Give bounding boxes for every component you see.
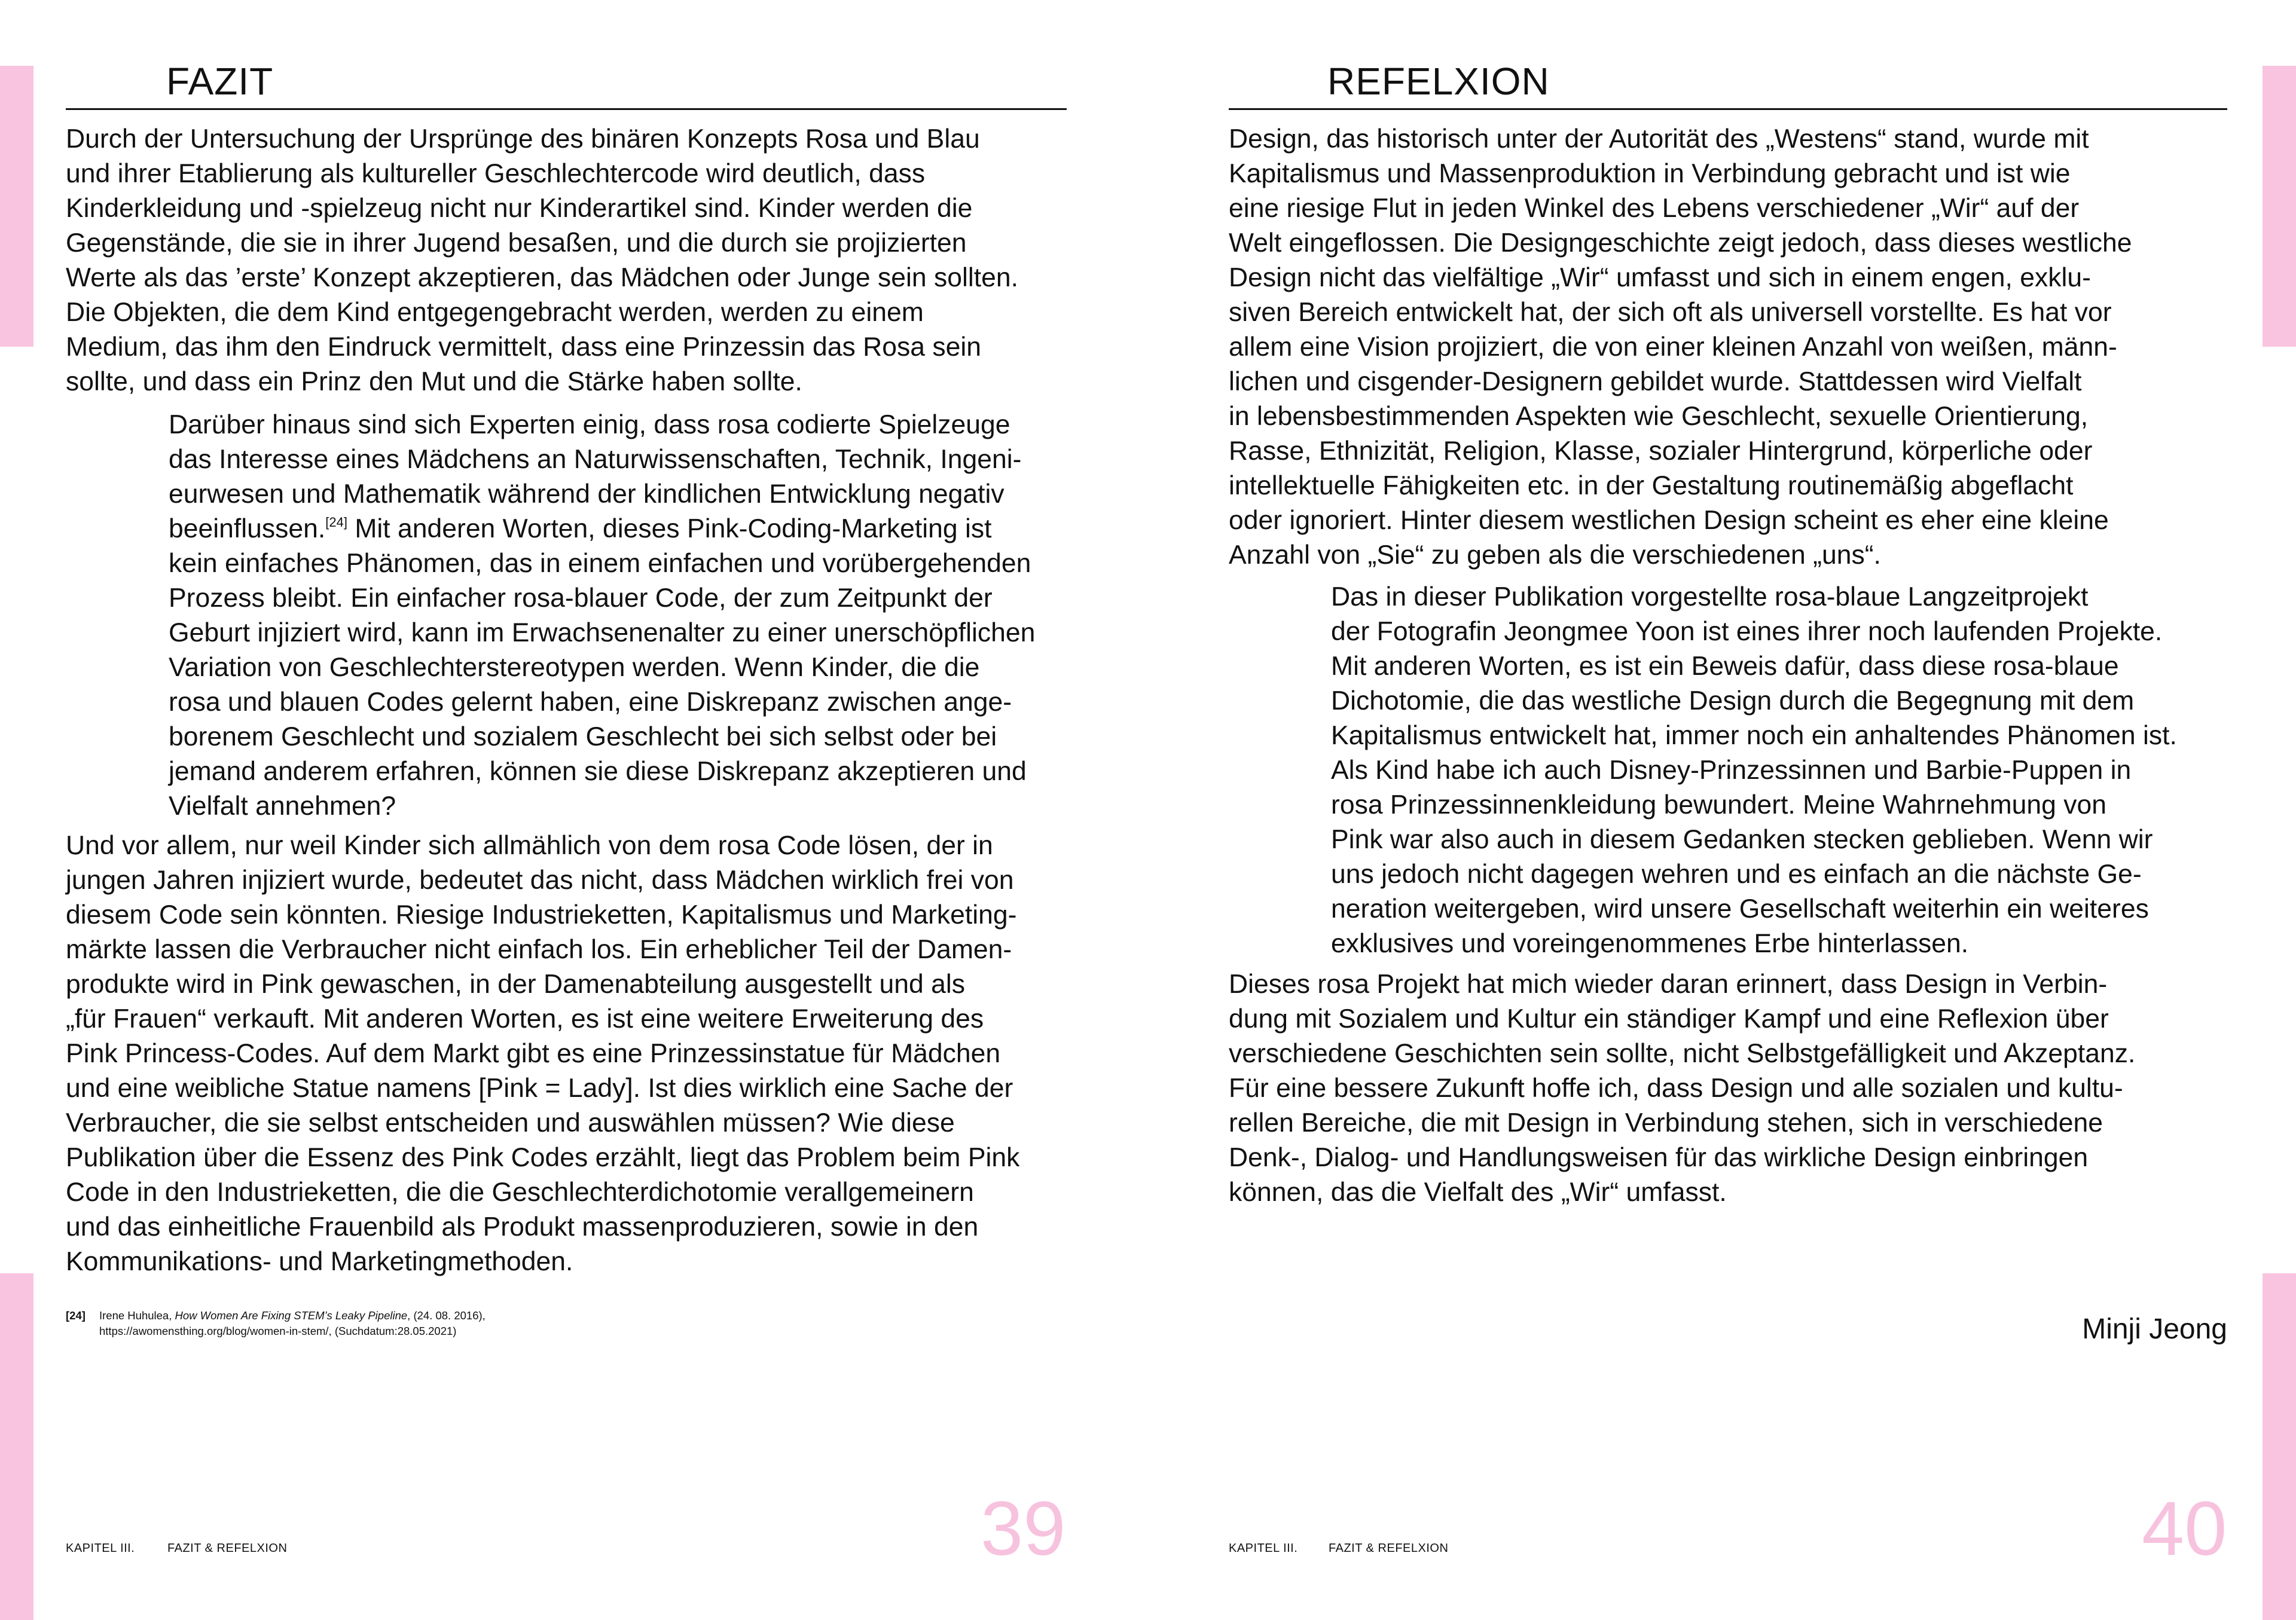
text-line: Pink Princess-Codes. Auf dem Markt gibt es eine Prinzessinstatue für Mädchen xyxy=(66,1039,1001,1068)
author-signature: Minji Jeong xyxy=(2082,1313,2227,1345)
text-line: sollte, und dass ein Prinz den Mut und die Stärke haben sollte. xyxy=(66,367,802,396)
text-line: Dieses rosa Projekt hat mich wieder daran erinnert, dass Design in Verbin- xyxy=(1229,970,2108,999)
text-line: eurwesen und Mathematik während der kindlichen Entwicklung negativ xyxy=(169,479,1004,509)
text-line: und ihrer Etablierung als kultureller Geschlechtercode wird deutlich, dass xyxy=(66,159,926,188)
text-line: exklusives und voreingenommenes Erbe hinterlassen. xyxy=(1331,929,1969,958)
text-line: Darüber hinaus sind sich Experten einig, dass rosa codierte Spielzeuge xyxy=(169,410,1010,439)
page-title-reflexion: REFELXION xyxy=(1327,60,1550,103)
text-line: Prozess bleibt. Ein einfacher rosa-blauer Code, der zum Zeitpunkt der xyxy=(169,583,993,613)
text-line: Dichotomie, die das westliche Design durch die Begegnung mit dem xyxy=(1331,686,2135,716)
footnote-date: , (24. 08. 2016), xyxy=(407,1309,486,1322)
text-line: Werte als das ’erste’ Konzept akzeptieren, das Mädchen oder Junge sein sollten. xyxy=(66,263,1019,292)
text-line: der Fotografin Jeongmee Yoon ist eines ihrer noch laufenden Projekte. xyxy=(1331,617,2163,646)
text-line: märkte lassen die Verbraucher nicht einfach los. Ein erheblicher Teil der Damen- xyxy=(66,935,1012,964)
text-line: eine riesige Flut in jeden Winkel des Lebens verschiedener „Wir“ auf der xyxy=(1229,194,2080,223)
text-line: Rasse, Ethnizität, Religion, Klasse, sozialer Hintergrund, körperliche oder xyxy=(1229,436,2093,466)
text-line: produkte wird in Pink gewaschen, in der Damenabteilung ausgestellt und als xyxy=(66,970,966,999)
text-line: Das in dieser Publikation vorgestellte rosa-blaue Langzeitprojekt xyxy=(1331,582,2089,612)
text-line: Kapitalismus und Massenproduktion in Verbindung gebracht und ist wie xyxy=(1229,159,2071,188)
text-line: allem eine Vision projiziert, die von einer kleinen Anzahl von weißen, männ- xyxy=(1229,332,2117,362)
text-line: Medium, das ihm den Eindruck vermittelt, dass eine Prinzessin das Rosa sein xyxy=(66,332,981,362)
text-line: Denk-, Dialog- und Handlungsweisen für das wirkliche Design einbringen xyxy=(1229,1143,2089,1172)
text-line: diesem Code sein könnten. Riesige Industrieketten, Kapitalismus und Marketing- xyxy=(66,900,1017,930)
text-line: Pink war also auch in diesem Gedanken stecken geblieben. Wenn wir xyxy=(1331,825,2153,854)
text-line: können, das die Vielfalt des „Wir“ umfasst. xyxy=(1229,1178,1727,1207)
footer-section: FAZIT & REFELXION xyxy=(167,1542,288,1555)
text-line: lichen und cisgender-Designern gebildet wurde. Stattdessen wird Vielfalt xyxy=(1229,367,2082,396)
footnote-author: Irene Huhulea, xyxy=(99,1309,175,1322)
text-line: Code in den Industrieketten, die die Geschlechterdichotomie verallgemeinern xyxy=(66,1178,974,1207)
text-line: Für eine bessere Zukunft hoffe ich, dass Design und alle sozialen und kultu- xyxy=(1229,1074,2123,1103)
fazit-indented-quote xyxy=(169,408,1035,824)
heading-rule xyxy=(66,108,1067,110)
text-line: rosa Prinzessinnenkleidung bewundert. Meine Wahrnehmung von xyxy=(1331,790,2107,820)
reflexion-indented-quote xyxy=(1331,580,2177,961)
text-line: Durch der Untersuchung der Ursprünge des binären Konzepts Rosa und Blau xyxy=(66,124,980,154)
text-line: Gegenstände, die sie in ihrer Jugend besaßen, und die durch sie projizierten xyxy=(66,228,967,258)
footnote-reference[interactable]: [24] xyxy=(325,515,347,530)
text-line: und das einheitliche Frauenbild als Produkt massenproduzieren, sowie in den xyxy=(66,1212,979,1242)
text-line: Welt eingeflossen. Die Designgeschichte zeigt jedoch, dass dieses westliche xyxy=(1229,228,2132,258)
pink-edge-tab-top-left xyxy=(0,66,33,347)
text-line: rellen Bereiche, die mit Design in Verbindung stehen, sich in verschiedene xyxy=(1229,1108,2103,1138)
text-line: Publikation über die Essenz des Pink Codes erzählt, liegt das Problem beim Pink xyxy=(66,1143,1020,1172)
text-line: borenem Geschlecht und sozialem Geschlecht bei sich selbst oder bei xyxy=(169,722,997,751)
text-line: Vielfalt annehmen? xyxy=(169,791,396,821)
fazit-paragraph-2 xyxy=(66,829,1019,1279)
footer-chapter: KAPITEL III. xyxy=(66,1542,135,1555)
pink-edge-tab-top-right xyxy=(2263,66,2296,347)
footer-chapter: KAPITEL III. xyxy=(1229,1542,1298,1555)
footnote-url[interactable]: https://awomensthing.org/blog/women-in-stem/, (Suchdatum:28.05.2021) xyxy=(99,1325,457,1337)
text-line: Als Kind habe ich auch Disney-Prinzessinnen und Barbie-Puppen in xyxy=(1331,756,2132,785)
text-line: jemand anderem erfahren, können sie diese Diskrepanz akzeptieren und xyxy=(169,757,1027,786)
text-line: dung mit Sozialem und Kultur ein ständiger Kampf und eine Reflexion über xyxy=(1229,1004,2109,1034)
pink-edge-tab-bottom-left xyxy=(0,1273,33,1620)
text-line: Variation von Geschlechterstereotypen werden. Wenn Kinder, die die xyxy=(169,653,980,682)
footer-section: FAZIT & REFELXION xyxy=(1329,1542,1449,1555)
text-line: und eine weibliche Statue namens [Pink = Lady]. Ist dies wirklich eine Sache der xyxy=(66,1074,1013,1103)
reflexion-paragraph-1 xyxy=(1229,122,2132,573)
text-line: kein einfaches Phänomen, das in einem einfachen und vorübergehenden xyxy=(169,549,1031,578)
text-line: Mit anderen Worten, es ist ein Beweis dafür, dass diese rosa-blaue xyxy=(1331,652,2119,681)
page-title-fazit: FAZIT xyxy=(166,60,274,103)
heading-rule xyxy=(1229,108,2227,110)
text-line: „für Frauen“ verkauft. Mit anderen Worten, es ist eine weitere Erweiterung des xyxy=(66,1004,984,1034)
text-line-with-reference xyxy=(169,512,1035,546)
text-line: Kapitalismus entwickelt hat, immer noch ein anhaltendes Phänomen ist. xyxy=(1331,721,2177,750)
text-line: jungen Jahren injiziert wurde, bedeutet das nicht, dass Mädchen wirklich frei von xyxy=(66,866,1014,895)
text-line: das Interesse eines Mädchens an Naturwissenschaften, Technik, Ingeni- xyxy=(169,445,1022,474)
pink-edge-tab-bottom-right xyxy=(2263,1273,2296,1620)
text-line: Und vor allem, nur weil Kinder sich allmählich von dem rosa Code lösen, der in xyxy=(66,831,993,860)
text-fragment: Mit anderen Worten, dieses Pink-Coding-Marketing ist xyxy=(347,514,992,543)
page-number: 39 xyxy=(981,1486,1066,1572)
text-line: Die Objekten, die dem Kind entgegengebracht werden, werden zu einem xyxy=(66,298,924,327)
text-line: Kommunikations- und Marketingmethoden. xyxy=(66,1247,573,1276)
fazit-paragraph-1 xyxy=(66,122,1018,399)
page-number: 40 xyxy=(2142,1486,2227,1572)
text-line: Verbraucher, die sie selbst entscheiden und auswählen müssen? Wie diese xyxy=(66,1108,955,1138)
footnote-title: How Women Are Fixing STEM’s Leaky Pipeline xyxy=(175,1309,408,1322)
footnote-body xyxy=(99,1308,486,1339)
text-fragment: beeinflussen. xyxy=(169,514,326,543)
text-line: oder ignoriert. Hinter diesem westlichen Design scheint es eher eine kleine xyxy=(1229,506,2109,535)
text-line: rosa und blauen Codes gelernt haben, eine Diskrepanz zwischen ange- xyxy=(169,687,1012,717)
reflexion-paragraph-2 xyxy=(1229,967,2135,1210)
text-line: Design nicht das vielfältige „Wir“ umfasst und sich in einem engen, exklu- xyxy=(1229,263,2091,292)
text-line: intellektuelle Fähigkeiten etc. in der Gestaltung routinemäßig abgeflacht xyxy=(1229,471,2074,500)
text-line: Design, das historisch unter der Autorität des „Westens“ stand, wurde mit xyxy=(1229,124,2089,154)
text-line: Geburt injiziert wird, kann im Erwachsenenalter zu einer unerschöpflichen xyxy=(169,618,1036,647)
text-line: Kinderkleidung und -spielzeug nicht nur Kinderartikel sind. Kinder werden die xyxy=(66,194,973,223)
text-line: siven Bereich entwickelt hat, der sich oft als universell vorstellte. Es hat vor xyxy=(1229,298,2112,327)
text-line: neration weitergeben, wird unsere Gesellschaft weiterhin ein weiteres xyxy=(1331,894,2149,924)
footnote-24 xyxy=(66,1308,723,1344)
text-line: verschiedene Geschichten sein sollte, nicht Selbstgefälligkeit und Akzeptanz. xyxy=(1229,1039,2136,1068)
text-line: in lebensbestimmenden Aspekten wie Geschlecht, sexuelle Orientierung, xyxy=(1229,402,2089,431)
footnote-label: [24] xyxy=(66,1309,86,1322)
text-line: uns jedoch nicht dagegen wehren und es einfach an die nächste Ge- xyxy=(1331,860,2142,889)
text-line: Anzahl von „Sie“ zu geben als die verschiedenen „uns“. xyxy=(1229,540,1881,570)
